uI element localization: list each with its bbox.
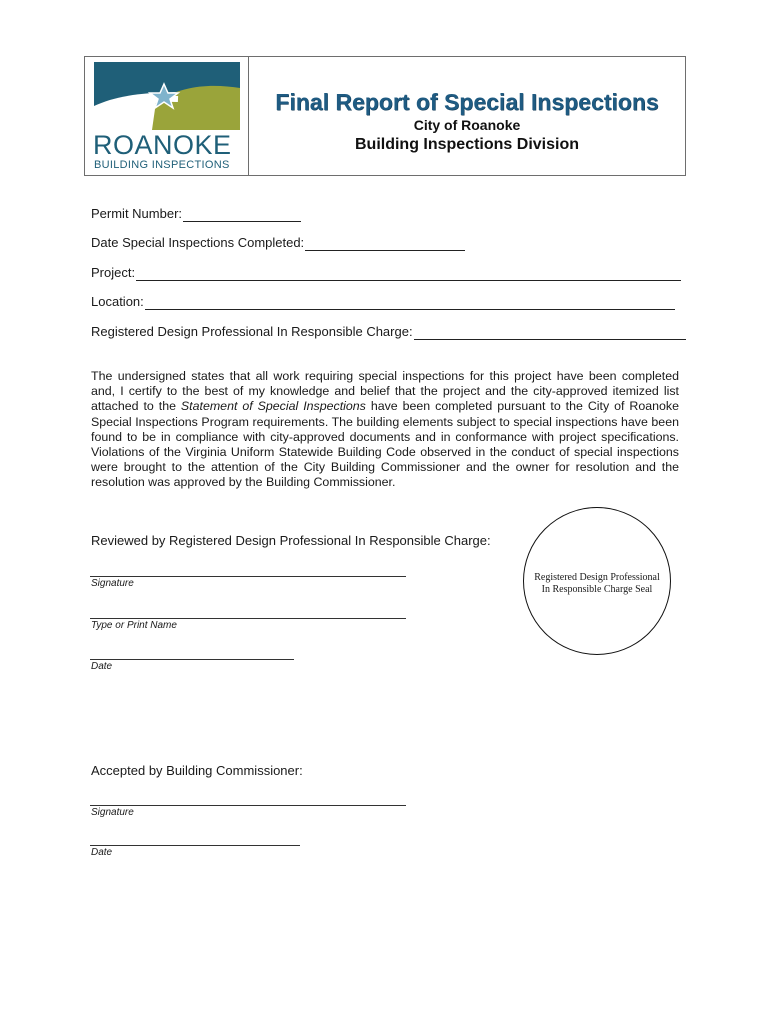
statement-emphasis: Statement of Special Inspections: [180, 399, 366, 414]
permit-number-label: Permit Number:: [91, 206, 183, 221]
rdp-field: [91, 324, 686, 340]
reviewed-print-name-line[interactable]: [90, 618, 406, 619]
document-title: Final Report of Special Inspections: [275, 89, 659, 115]
statement-part-2: have been completed pursuant to the City of Roanoke Special Inspections Program requirements. The building elements subject to special inspections have been found to be in compliance with city-approved documents and in conformance with project specifications. Violations of the Virginia Uniform Statewide Building Code observed in the conduct of special inspections were brought to the attention of the City Building Commissioner and the owner for resolution and the resolution was approved by the Building Commissioner.: [91, 399, 679, 490]
rdp-label: Registered Design Professional In Responsible Charge:: [91, 324, 413, 339]
logo-wordmark: ROANOKE: [93, 130, 232, 160]
certification-statement: [91, 369, 679, 491]
date-completed-input[interactable]: [305, 237, 465, 251]
logo-subtitle: BUILDING INSPECTIONS: [94, 159, 230, 171]
accepted-date-line[interactable]: [90, 845, 300, 846]
accepted-signature-caption: Signature: [91, 807, 134, 818]
statement-part-1: The undersigned states that all work requiring special inspections for this project have been completed and, I certify to the best of my knowledge and belief that the project and the city-approved itemized list attached to the: [91, 369, 679, 414]
date-completed-field: [91, 235, 465, 251]
permit-number-field: [91, 206, 301, 222]
reviewed-heading: Reviewed by Registered Design Professional In Responsible Charge:: [91, 533, 491, 548]
project-input[interactable]: [136, 267, 681, 281]
date-completed-label: Date Special Inspections Completed:: [91, 235, 305, 250]
seal-label: [524, 572, 670, 596]
location-label: Location:: [91, 294, 144, 309]
reviewed-date-caption: Date: [91, 661, 113, 672]
roanoke-logo: [85, 57, 249, 175]
project-label: Project:: [91, 265, 136, 280]
roanoke-logo-icon: [94, 62, 240, 130]
location-input[interactable]: [145, 296, 675, 310]
city-name: City of Roanoke: [413, 117, 521, 133]
project-field: [91, 265, 681, 281]
reviewed-signature-line[interactable]: [90, 576, 406, 577]
document-header: [84, 56, 686, 176]
permit-number-input[interactable]: [183, 208, 301, 222]
reviewed-signature-caption: Signature: [91, 578, 134, 589]
seal-label-line-2: In Responsible Charge Seal: [541, 584, 653, 595]
accepted-heading: Accepted by Building Commissioner:: [91, 763, 303, 778]
reviewed-print-name-caption: Type or Print Name: [91, 620, 177, 631]
accepted-date-caption: Date: [91, 847, 113, 858]
reviewed-date-line[interactable]: [90, 659, 294, 660]
rdp-input[interactable]: [414, 326, 686, 340]
location-field: [91, 294, 675, 310]
accepted-signature-line[interactable]: [90, 805, 406, 806]
seal-label-line-1: Registered Design Professional: [534, 572, 660, 583]
seal-circle[interactable]: [523, 507, 671, 655]
division-name: Building Inspections Division: [354, 136, 579, 153]
